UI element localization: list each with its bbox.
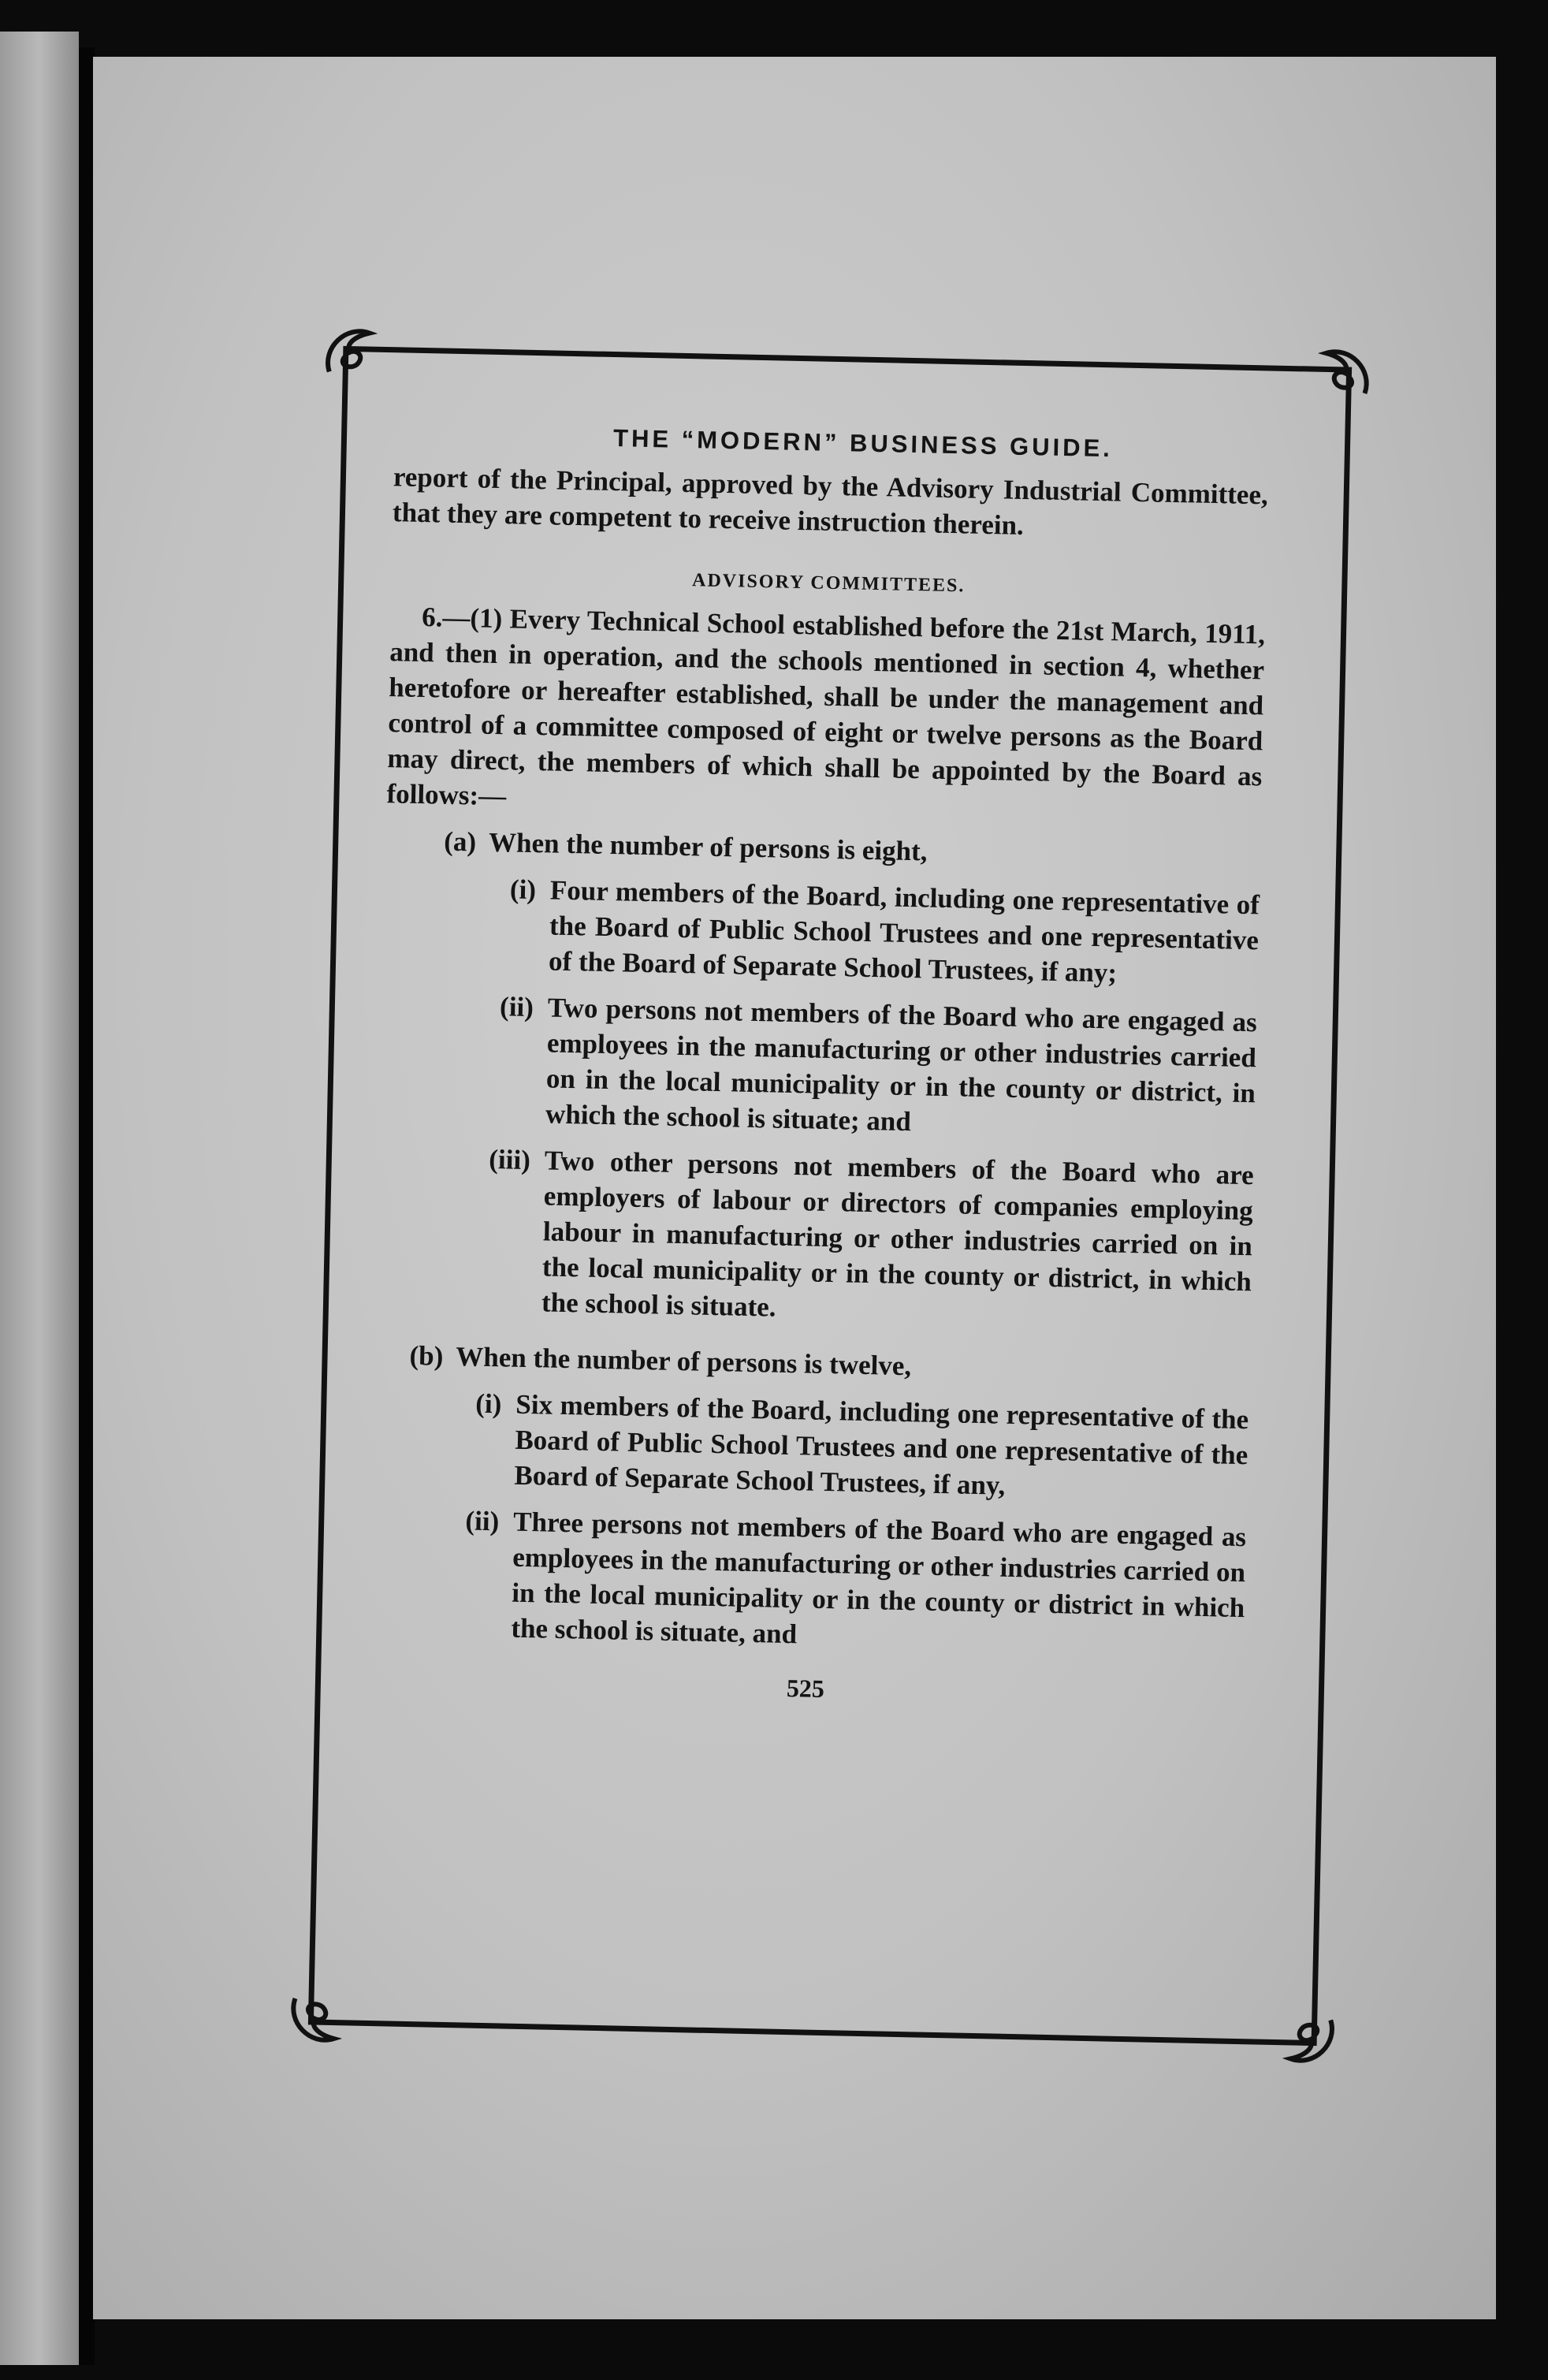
list-item bbox=[443, 1385, 1249, 1508]
clause-b-label: (b) bbox=[409, 1339, 444, 1372]
page-number: 525 bbox=[786, 1673, 825, 1703]
clause-a-text: When the number of persons is eight, bbox=[488, 826, 928, 867]
book-page bbox=[93, 57, 1496, 2319]
corner-ornament-icon bbox=[1317, 345, 1373, 401]
section-heading: ADVISORY COMMITTEES. bbox=[691, 570, 966, 597]
list-item bbox=[440, 1503, 1247, 1661]
item-number: (iii) bbox=[488, 1143, 531, 1176]
clause-b-items bbox=[369, 1384, 1249, 1661]
item-text: Two persons not members of the Board who are engaged as employees in the manufacturing or other industries carried on in the local municipality or in the county or district, in which the school is situate; and bbox=[545, 992, 1258, 1138]
clause-a-items bbox=[376, 869, 1260, 1335]
list-item bbox=[474, 989, 1258, 1147]
item-text: Six members of the Board, including one representative of the Board of Public School Trustees and one representative of the Board of Separate School Trustees, if any, bbox=[514, 1388, 1249, 1501]
corner-ornament-icon bbox=[322, 324, 378, 380]
corner-ornament-icon bbox=[286, 1991, 342, 2047]
item-number: (ii) bbox=[465, 1505, 500, 1537]
item-number: (i) bbox=[474, 1387, 502, 1420]
intro-paragraph: report of the Principal, approved by the Advisory Industrial Committee, that they are competent to receive instruction therein. bbox=[392, 461, 1269, 541]
running-header: THE “MODERN” BUSINESS GUIDE. bbox=[612, 424, 1114, 463]
corner-ornament-icon bbox=[1282, 2011, 1338, 2067]
clause-a-label: (a) bbox=[443, 825, 477, 858]
clause-a bbox=[385, 822, 1261, 876]
adjacent-page-edge bbox=[0, 32, 79, 2365]
item-number: (ii) bbox=[499, 991, 534, 1023]
book-gutter bbox=[79, 47, 95, 2365]
page-border-frame bbox=[308, 346, 1352, 2046]
clause-b bbox=[374, 1337, 1250, 1391]
item-text: Two other persons not members of the Board who are employers of labour or directors of companies employing labour in manufacturing or other industries carried on in the local municipality or in the county or district, in which the school is situate. bbox=[541, 1145, 1255, 1323]
section-6-paragraph: 6.—(1) Every Technical School established before the 21st March, 1911, and then in operation, and the schools mentioned in section 4, whether heretofore or hereafter established, shall be under the management and control of a committee composed of eight or twelve persons as the Board may direct, the members of which shall be appointed by the Board as follows:— bbox=[386, 602, 1266, 812]
item-number: (i) bbox=[509, 873, 537, 906]
list-item bbox=[478, 871, 1260, 994]
list-item bbox=[471, 1142, 1254, 1335]
page-content bbox=[368, 415, 1270, 1715]
item-text: Four members of the Board, including one representative of the Board of Public School Trustees and one representative of the Board of Separate School Trustees, if any; bbox=[548, 874, 1260, 989]
clause-b-text: When the number of persons is twelve, bbox=[456, 1341, 912, 1382]
item-text: Three persons not members of the Board who are engaged as employees in the manufacturing or other industries carried on in the local municipality or in the county or district in which the school is situate, and bbox=[511, 1506, 1247, 1650]
